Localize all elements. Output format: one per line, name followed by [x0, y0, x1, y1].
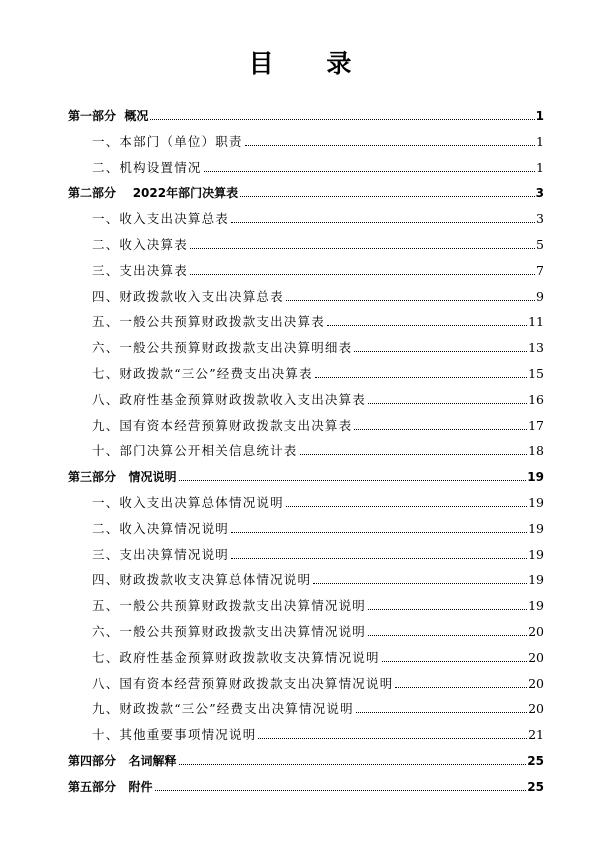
toc-entry-label: 八、政府性基金预算财政拨款收入支出决算表: [92, 391, 367, 407]
toc-entry-page-number: 20: [528, 701, 544, 717]
toc-entry-page-number: 1: [536, 159, 544, 175]
toc-entry-label: 七、政府性基金预算财政拨款收支决算情况说明: [92, 649, 380, 665]
toc-entry-label: 十、部门决算公开相关信息统计表: [92, 443, 298, 459]
toc-entry-label: 六、一般公共预算财政拨款支出决算情况说明: [92, 624, 367, 639]
toc-entry[interactable]: [68, 416, 544, 434]
toc-entry-page-number: 3: [535, 186, 544, 201]
toc-entry-label: 第五部分 附件: [68, 779, 153, 794]
toc-entry-page-number: 1: [536, 133, 544, 149]
toc-entry[interactable]: [68, 441, 544, 459]
toc-entry[interactable]: [68, 725, 544, 743]
toc-entry-page-number: 9: [536, 288, 544, 304]
toc-entry-page-number: 20: [528, 675, 544, 691]
toc-entry-page-number: 5: [536, 237, 544, 252]
toc-entry-page-number: 21: [528, 727, 544, 743]
toc-entry-page-number: 19: [528, 520, 544, 536]
toc-entry-label: 十、其他重要事项情况说明: [92, 727, 257, 743]
toc-entry[interactable]: [68, 751, 544, 769]
toc-entry-page-number: 11: [528, 314, 544, 330]
toc-entry[interactable]: [68, 390, 544, 408]
toc-entry-label: 第一部分 概况: [68, 109, 149, 123]
dot-leader: [204, 171, 535, 172]
dot-leader: [368, 403, 527, 404]
toc-entry-page-number: 16: [528, 391, 544, 407]
toc-entry[interactable]: [68, 777, 544, 795]
toc-entry-label: 九、财政拨款“三公”经费支出决算情况说明: [92, 701, 354, 717]
toc-entry-page-number: 19: [528, 572, 544, 588]
toc-entry-label: 二、收入决算表: [92, 237, 188, 252]
toc-entry-label: 七、财政拨款“三公”经费支出决算表: [92, 366, 313, 381]
toc-entry[interactable]: [68, 545, 544, 563]
toc-entry-page-number: 15: [528, 366, 544, 381]
toc-entry-page-number: 20: [528, 624, 544, 639]
dot-leader: [240, 196, 535, 197]
dot-leader: [368, 609, 527, 610]
toc-entry-label: 一、收入支出决算总体情况说明: [92, 495, 284, 510]
dot-leader: [150, 119, 534, 120]
dot-leader: [258, 738, 527, 739]
toc-entry-label: 二、机构设置情况: [92, 159, 202, 175]
toc-entry-page-number: 25: [527, 779, 544, 794]
toc-entry-page-number: 1: [535, 109, 544, 123]
toc-entry-page-number: 19: [528, 546, 544, 562]
toc-entry[interactable]: [68, 132, 544, 150]
toc-entry-label: 二、收入决算情况说明: [92, 520, 230, 536]
toc-entry-page-number: 19: [527, 470, 544, 485]
page-title: 目 录: [248, 49, 374, 78]
toc-entry[interactable]: [68, 467, 544, 485]
dot-leader: [300, 454, 528, 455]
dot-leader: [286, 300, 535, 301]
toc-entry-label: 第三部分 情况说明: [68, 470, 177, 485]
toc-entry-label: 五、一般公共预算财政拨款支出决算情况说明: [92, 598, 367, 614]
dot-leader: [313, 583, 527, 584]
toc-entry[interactable]: [68, 287, 544, 305]
dot-leader: [382, 661, 527, 662]
dot-leader: [190, 248, 535, 249]
dot-leader: [356, 712, 527, 713]
toc-entry[interactable]: [68, 596, 544, 614]
toc-entry[interactable]: [68, 622, 544, 640]
toc-entry[interactable]: [68, 519, 544, 537]
toc-entry-label: 三、支出决算情况说明: [92, 546, 230, 562]
toc-entry[interactable]: [68, 209, 544, 227]
toc-entry-page-number: 7: [536, 262, 544, 278]
toc-entry[interactable]: [68, 158, 544, 176]
toc-entry-label: 一、本部门（单位）职责: [92, 133, 243, 149]
toc-entry[interactable]: [68, 183, 544, 201]
toc-entry-page-number: 3: [536, 211, 544, 227]
toc-entry-page-number: 13: [528, 340, 544, 356]
toc-entry[interactable]: [68, 674, 544, 692]
toc-entry-label: 五、一般公共预算财政拨款支出决算表: [92, 314, 325, 330]
toc-entry-page-number: 25: [527, 754, 544, 768]
toc-entry-label: 三、支出决算表: [92, 262, 188, 278]
toc-entry-page-number: 18: [528, 443, 544, 459]
toc-entry[interactable]: [68, 235, 544, 253]
toc-entry-label: 第二部分 2022年部门决算表: [68, 186, 239, 201]
dot-leader: [231, 222, 535, 223]
dot-leader: [368, 635, 527, 636]
toc-entry-label: 九、国有资本经营预算财政拨款支出决算表: [92, 417, 353, 433]
toc-entry-page-number: 19: [528, 495, 544, 510]
dot-leader: [354, 429, 527, 430]
dot-leader: [179, 764, 527, 765]
toc-entry-label: 第四部分 名词解释: [68, 754, 177, 768]
toc-entry-page-number: 19: [528, 598, 544, 614]
toc-entry[interactable]: [68, 338, 544, 356]
toc-entry[interactable]: [68, 648, 544, 666]
dot-leader: [179, 480, 527, 481]
dot-leader: [231, 532, 527, 533]
dot-leader: [286, 506, 527, 507]
dot-leader: [245, 145, 535, 146]
toc-entry-label: 四、财政拨款收入支出决算总表: [92, 288, 284, 304]
toc-entry-label: 四、财政拨款收支决算总体情况说明: [92, 572, 312, 588]
dot-leader: [327, 325, 527, 326]
toc-entry[interactable]: [68, 493, 544, 511]
toc-entry[interactable]: [68, 699, 544, 717]
toc-entry[interactable]: [68, 261, 544, 279]
toc-entry-label: 一、收入支出决算总表: [92, 211, 230, 227]
toc-entry-page-number: 20: [528, 649, 544, 665]
toc-entry-label: 六、一般公共预算财政拨款支出决算明细表: [92, 340, 353, 356]
toc-entry[interactable]: [68, 570, 544, 588]
toc-entry[interactable]: [68, 364, 544, 382]
dot-leader: [395, 687, 527, 688]
dot-leader: [231, 558, 527, 559]
toc-entry-page-number: 17: [528, 417, 544, 433]
toc-entry-label: 八、国有资本经营预算财政拨款支出决算情况说明: [92, 675, 394, 691]
toc-entry[interactable]: [68, 106, 544, 124]
dot-leader: [354, 351, 527, 352]
dot-leader: [315, 377, 527, 378]
toc-entry[interactable]: [68, 312, 544, 330]
dot-leader: [155, 790, 527, 791]
dot-leader: [190, 274, 535, 275]
